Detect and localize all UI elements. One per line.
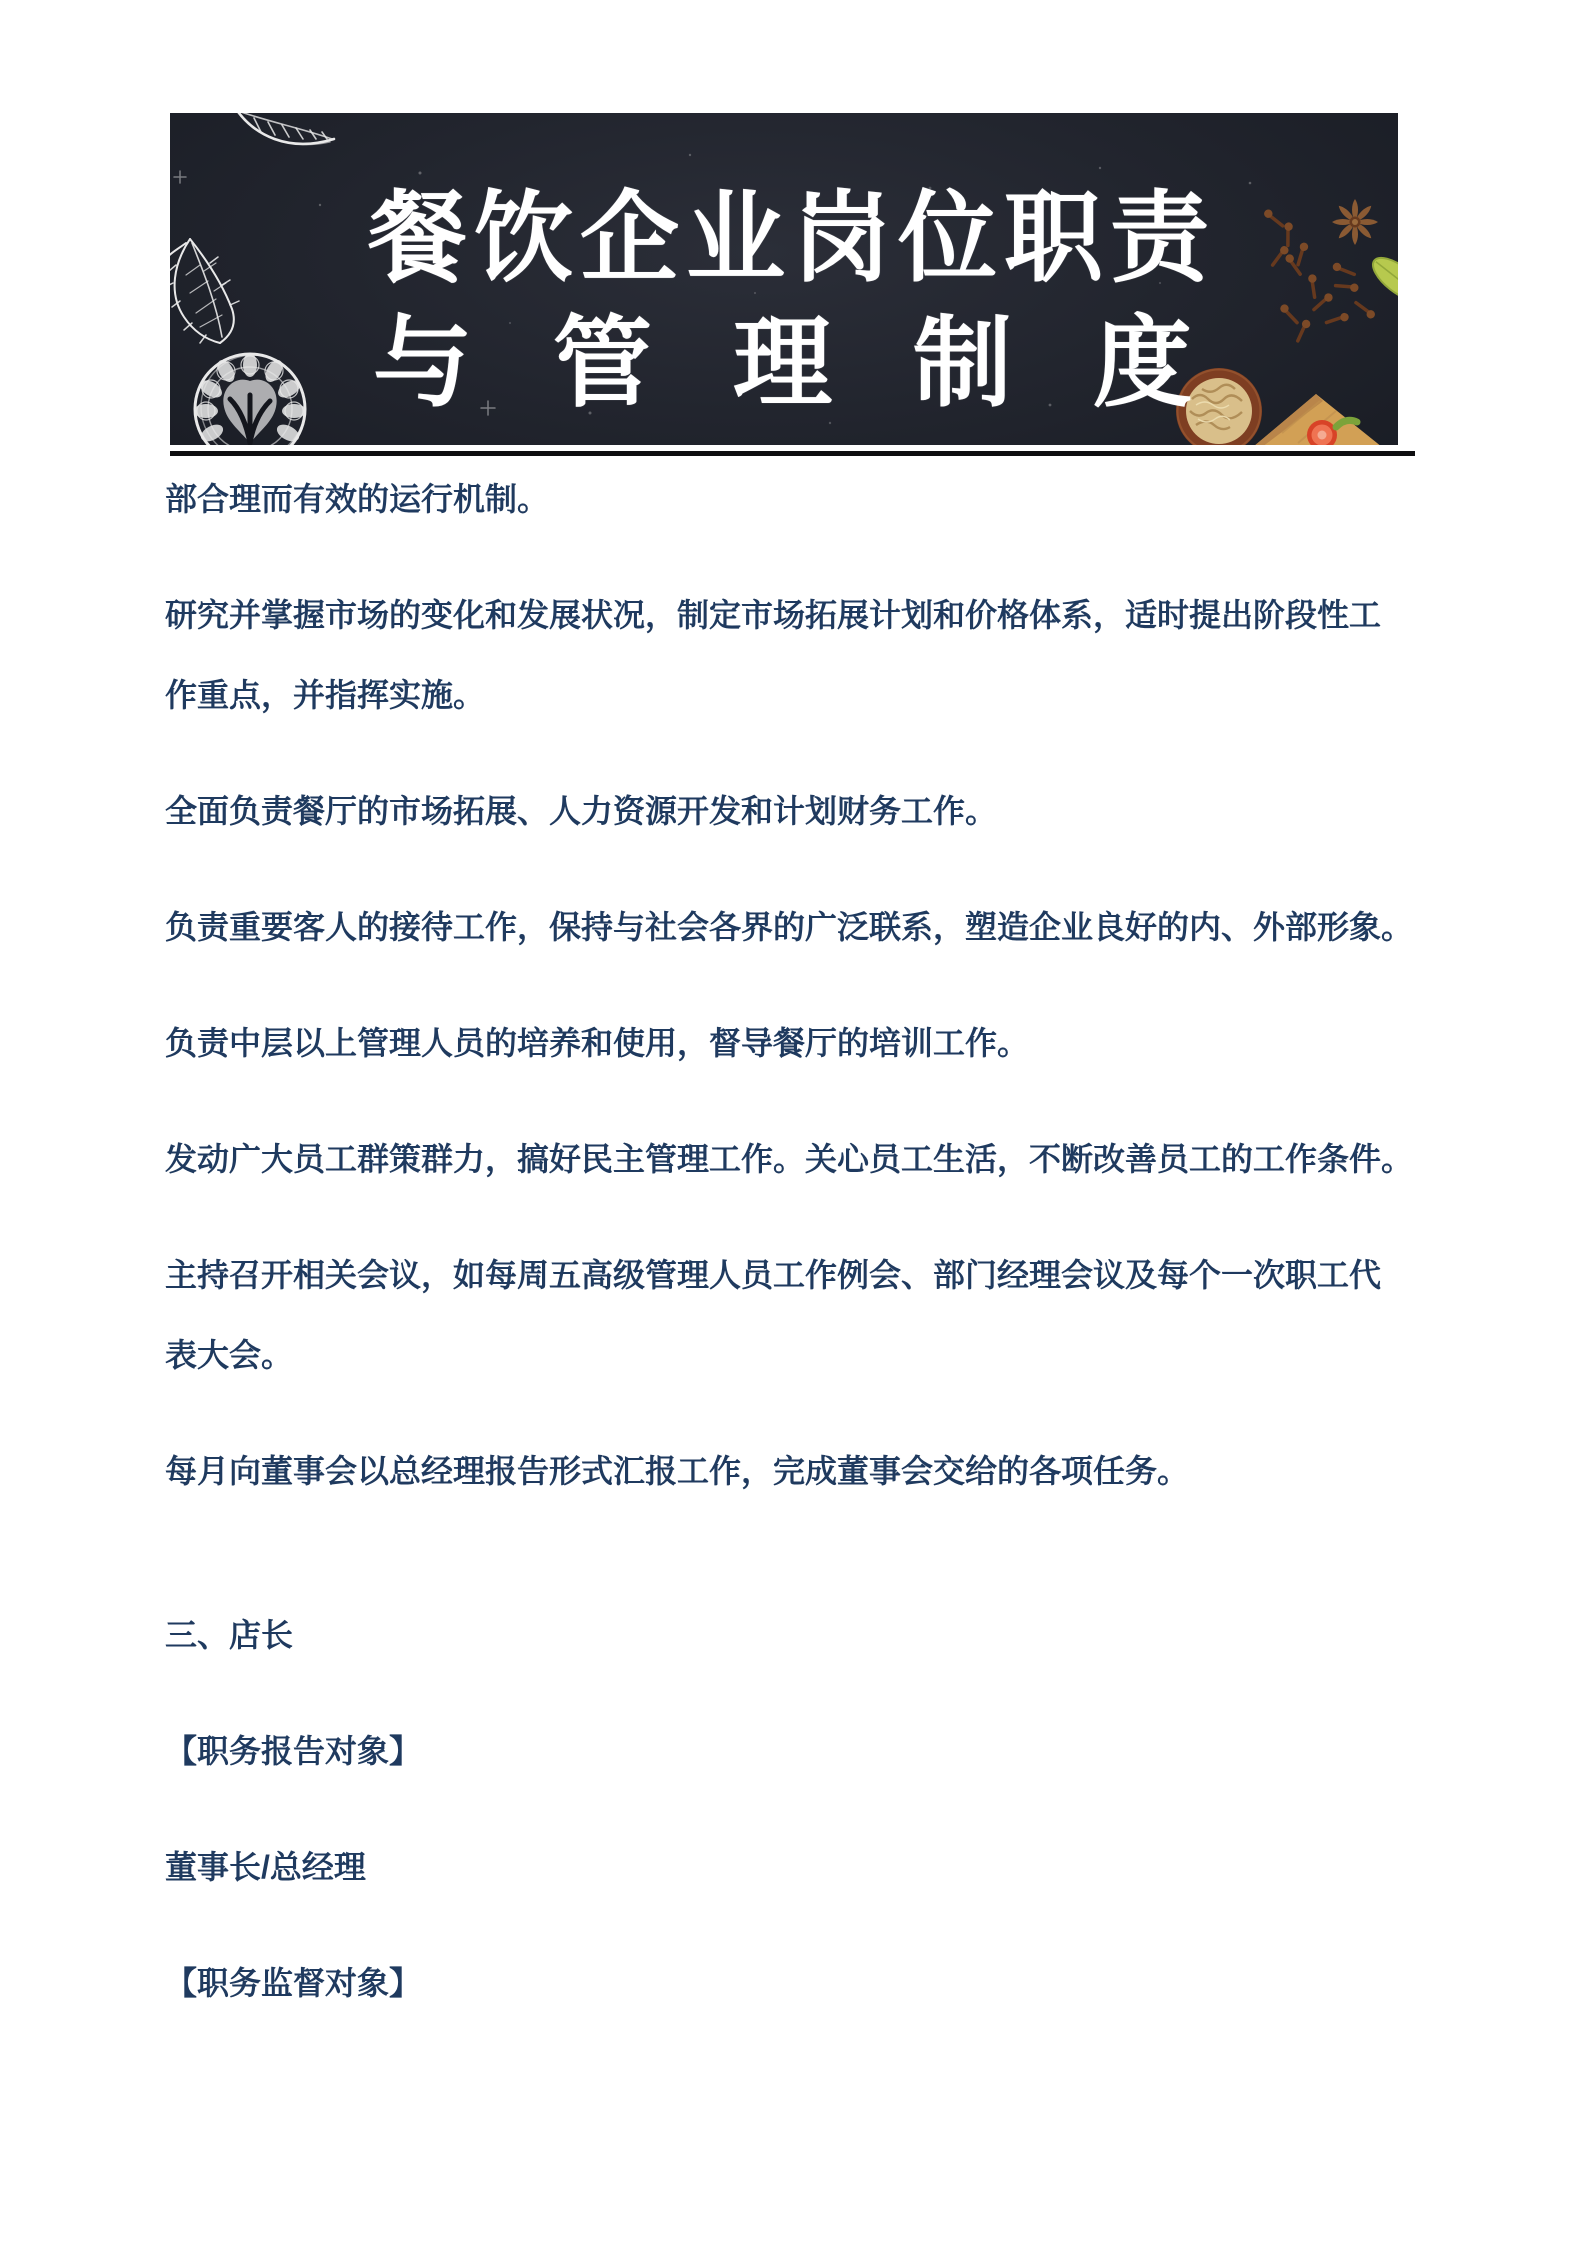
text-line: 【职务报告对象】 [165, 1733, 422, 1769]
text-line: 负责中层以上管理人员的培养和使用，督导餐厅的培训工作。 [165, 1025, 1030, 1061]
body-paragraph [165, 1827, 1445, 1907]
text-line: 部合理而有效的运行机制。 [165, 481, 550, 517]
body-paragraph [165, 887, 1445, 967]
body-paragraph [165, 771, 1445, 851]
text-line: 作重点，并指挥实施。 [165, 677, 486, 713]
chalk-leaf-icon [170, 239, 239, 343]
body-paragraph [165, 459, 1445, 539]
text-line: 研究并掌握市场的变化和发展状况，制定市场拓展计划和价格体系，适时提出阶段性工 [165, 597, 1382, 633]
text-line: 全面负责餐厅的市场拓展、人力资源开发和计划财务工作。 [165, 793, 998, 829]
chalk-melon-slice-icon [236, 113, 334, 145]
text-line: 每月向董事会以总经理报告形式汇报工作，完成董事会交给的各项任务。 [165, 1453, 1190, 1489]
body-paragraph [165, 1003, 1445, 1083]
section-heading [165, 1595, 1445, 1675]
text-line: 发动广大员工群策群力，搞好民主管理工作。关心员工生活，不断改善员工的工作条件。 [165, 1141, 1414, 1177]
text-line: 表大会。 [165, 1337, 294, 1373]
text-line: 董事长/总经理 [165, 1849, 366, 1885]
horizontal-divider [170, 451, 1415, 456]
body-paragraph [165, 575, 1445, 735]
banner-title-line1: 餐饮企业岗位职责 [368, 182, 1216, 293]
body-paragraph [165, 1235, 1445, 1395]
body-paragraph [165, 1431, 1445, 1511]
banner-image [170, 113, 1398, 445]
banner-title-line2: 与管理制度 [373, 307, 1273, 418]
text-line: 负责重要客人的接待工作，保持与社会各界的广泛联系，塑造企业良好的内、外部形象。 [165, 909, 1414, 945]
text-line: 主持召开相关会议，如每周五高级管理人员工作例会、部门经理会议及每个一次职工代 [165, 1257, 1382, 1293]
bay-leaf-icon [1366, 250, 1398, 307]
text-line: 三、店长 [165, 1617, 294, 1653]
document-body [165, 459, 1445, 2059]
text-line: 【职务监督对象】 [165, 1965, 422, 2001]
body-paragraph [165, 1119, 1445, 1199]
chalk-tomato-slice-icon [194, 353, 306, 445]
field-label [165, 1711, 1445, 1791]
field-label [165, 1943, 1445, 2023]
star-anise-icon [1332, 199, 1378, 245]
